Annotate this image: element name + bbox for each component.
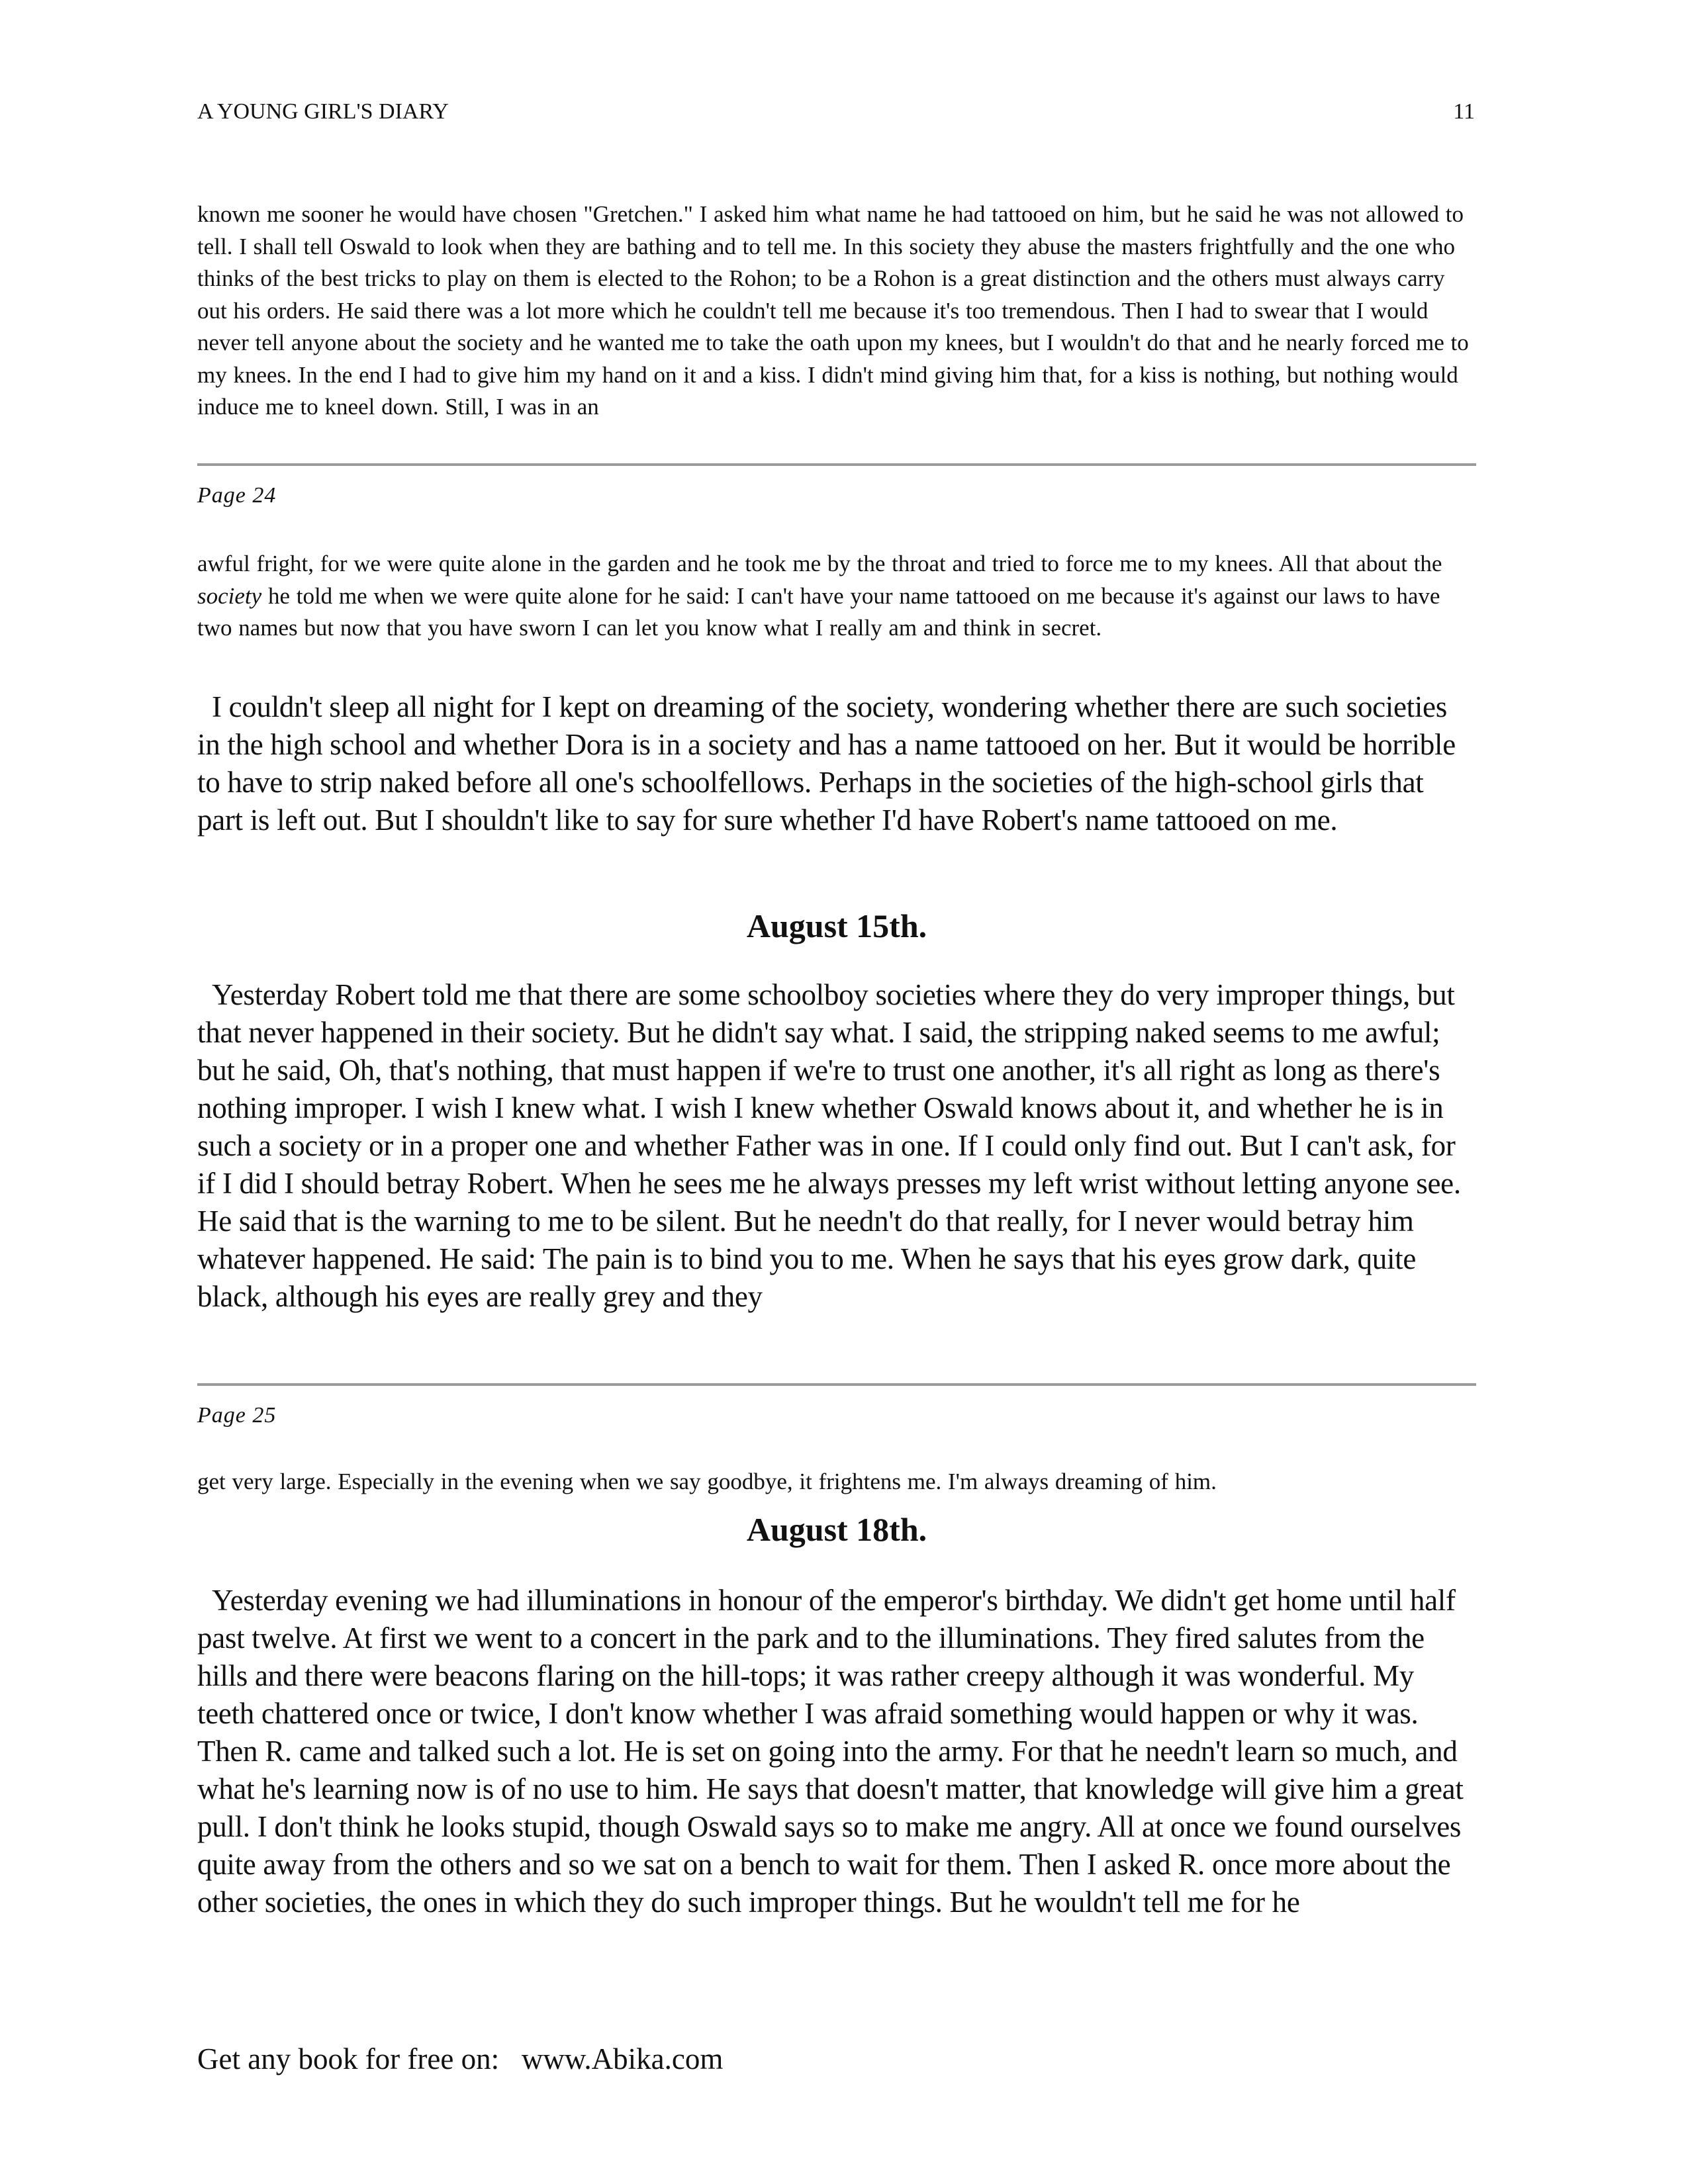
paragraph: get very large. Especially in the evening when we say goodbye, it frightens me. I'm always dreaming of him. (197, 1469, 1217, 1494)
diary-paragraph-3 (197, 1582, 1476, 1921)
text-block-1 (197, 199, 1476, 424)
paragraph: known me sooner he would have chosen "Gretchen." I asked him what name he had tattooed on him, but he said he was not allowed to tell. I shall tell Oswald to look when they are bathing and to tell me. In this society they abuse the masters frightfully and the one who thinks of the best tricks to play on them is elected to the Rohon; to be a Rohon is a great distinction and the others must always carry out his orders. He said there was a lot more which he couldn't tell me because it's too tremendous. Then I had to swear that I would never tell anyone about the society and he wanted me to take the oath upon my knees, but I wouldn't do that and he nearly forced me to my knees. In the end I had to give him my hand on it and a kiss. I didn't mind giving him that, for a kiss is nothing, but nothing would induce me to kneel down. Still, I was in an (197, 201, 1469, 420)
text-block-3 (197, 1466, 1476, 1498)
diary-paragraph-1 (197, 688, 1476, 839)
page-number: 11 (1453, 99, 1475, 124)
page-label: Page 25 (197, 1403, 277, 1428)
running-header (197, 99, 1475, 124)
text-run: he told me when we were quite alone for he said: I can't have your name tattooed on me because it's against our laws to have two names but now that you have sworn I can let you know what I really am and think in secret. (197, 582, 1440, 641)
page-label: Page 24 (197, 483, 277, 508)
page-divider (197, 463, 1476, 466)
paragraph: Yesterday evening we had illuminations in honour of the emperor's birthday. We didn't get home until half past twelve. At first we went to a concert in the park and to the illuminations. They fired salutes from the hills and there were beacons flaring on the hill-tops; it was rather creepy although it was wonderful. My teeth chattered once or twice, I don't know whether I was afraid something would happen or why it was. Then R. came and talked such a lot. He is set on going into the army. For that he needn't learn so much, and what he's learning now is of no use to him. He says that doesn't matter, that knowledge will give him a great pull. I don't think he looks stupid, though Oswald says so to make me angry. All at once we found ourselves quite away from the others and so we sat on a bench to wait for them. Then I asked R. once more about the other societies, the ones in which they do such improper things. But he wouldn't tell me for he (197, 1584, 1464, 1919)
paragraph: I couldn't sleep all night for I kept on dreaming of the society, wondering whether there are such societies in the high school and whether Dora is in a society and has a name tattooed on her. But it would be horrible to have to strip naked before all one's schoolfellows. Perhaps in the societies of the high-school girls that part is left out. But I shouldn't like to say for sure whether I'd have Robert's name tattooed on me. (197, 690, 1456, 837)
paragraph: Yesterday Robert told me that there are some schoolboy societies where they do very improper things, but that never happened in their society. But he didn't say what. I said, the stripping naked seems to me awful; but he said, Oh, that's nothing, that must happen if we're to trust one another, it's all right as long as there's nothing improper. I wish I knew what. I wish I knew whether Oswald knows about it, and whether he is in such a society or in a proper one and whether Father was in one. If I could only find out. But I can't ask, for if I did I should betray Robert. When he sees me he always presses my left wrist without letting anyone see. He said that is the warning to me to be silent. But he needn't do that really, for I never would betray him whatever happened. He said: The pain is to bind you to me. When he says that his eyes grow dark, quite black, although his eyes are really grey and they (197, 978, 1461, 1313)
text-block-2 (197, 548, 1476, 645)
footer-promo: Get any book for free on: www.Abika.com (197, 2042, 724, 2075)
book-title: A YOUNG GIRL'S DIARY (197, 99, 449, 124)
emphasis: society (197, 582, 262, 609)
text-run: awful fright, for we were quite alone in the garden and he took me by the throat and tried to force me to my knees. All that about the (197, 551, 1442, 576)
diary-paragraph-2 (197, 976, 1476, 1316)
entry-date-heading: August 15th. (746, 907, 927, 944)
entry-date-heading: August 18th. (746, 1511, 927, 1548)
paragraph (197, 548, 1476, 645)
page-divider (197, 1383, 1476, 1386)
